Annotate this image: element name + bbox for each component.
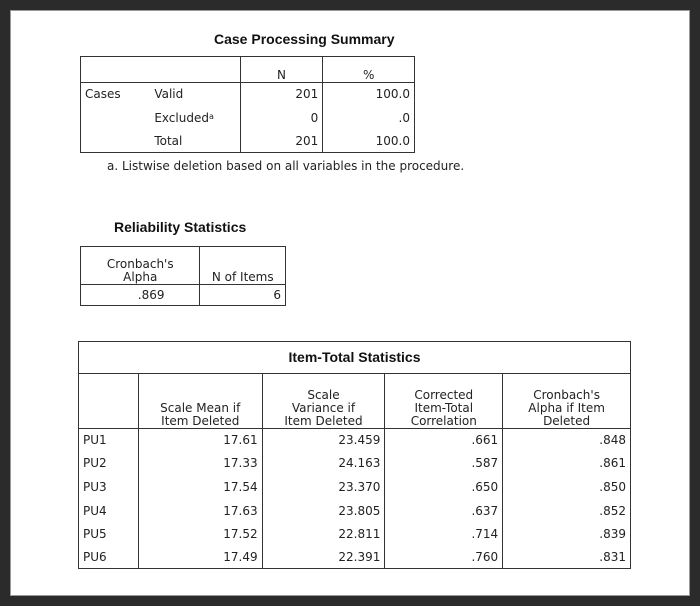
cases-label: Cases	[81, 83, 151, 106]
cell-alpha: .869	[81, 285, 200, 306]
cell-correlation: .587	[385, 452, 503, 476]
cell-n: 201	[240, 83, 323, 106]
row-label: Excluded$^a$	[150, 106, 240, 131]
cell-correlation: .714	[385, 523, 503, 547]
row-label: PU3	[79, 476, 139, 500]
cell-variance: 24.163	[262, 452, 385, 476]
table-row	[79, 429, 631, 452]
table-row	[79, 547, 631, 569]
col-header-n-items: N of Items	[200, 247, 286, 285]
cell-alpha: .839	[503, 523, 631, 547]
table-row	[79, 452, 631, 476]
item-total-title-row	[79, 342, 631, 374]
cell-mean: 17.52	[138, 523, 262, 547]
reliability-header-row	[81, 247, 286, 285]
col-header-pct: %	[323, 57, 415, 83]
row-label: PU5	[79, 523, 139, 547]
row-label: Total	[150, 131, 240, 153]
item-total-table	[78, 341, 631, 569]
col-header-scale-variance: Scale Variance if Item Deleted	[262, 374, 385, 429]
reliability-table	[80, 246, 286, 306]
cell-correlation: .650	[385, 476, 503, 500]
reliability-title: Reliability Statistics	[114, 219, 247, 235]
case-processing-table	[80, 56, 415, 153]
cell-variance: 22.811	[262, 523, 385, 547]
row-label: PU2	[79, 452, 139, 476]
cell-n-items: 6	[200, 285, 286, 306]
case-row-total	[81, 131, 415, 153]
reliability-value-row	[81, 285, 286, 306]
cell-alpha: .861	[503, 452, 631, 476]
col-header-corrected-correlation: Corrected Item-Total Correlation	[385, 374, 503, 429]
cell-mean: 17.61	[138, 429, 262, 452]
cell-mean: 17.49	[138, 547, 262, 569]
cell-pct: 100.0	[323, 83, 415, 106]
case-header-row	[81, 57, 415, 83]
cell-mean: 17.54	[138, 476, 262, 500]
cell-variance: 23.805	[262, 500, 385, 523]
table-row	[79, 500, 631, 523]
cell-mean: 17.63	[138, 500, 262, 523]
cell-n: 201	[240, 131, 323, 153]
col-header-alpha-if-deleted: Cronbach's Alpha if Item Deleted	[503, 374, 631, 429]
footnote-marker: a	[208, 111, 214, 121]
cell-correlation: .637	[385, 500, 503, 523]
cell-n: 0	[240, 106, 323, 131]
cell-variance: 23.459	[262, 429, 385, 452]
cell-alpha: .831	[503, 547, 631, 569]
case-row-excluded	[81, 106, 415, 131]
row-label: PU6	[79, 547, 139, 569]
cell-alpha: .848	[503, 429, 631, 452]
row-label: PU4	[79, 500, 139, 523]
item-total-header-row	[79, 374, 631, 429]
row-label: PU1	[79, 429, 139, 452]
footnote: a. Listwise deletion based on all variables in the procedure.	[107, 159, 465, 173]
cell-mean: 17.33	[138, 452, 262, 476]
cell-alpha: .850	[503, 476, 631, 500]
cell-pct: .0	[323, 106, 415, 131]
case-processing-title: Case Processing Summary	[214, 31, 395, 47]
table-row	[79, 476, 631, 500]
cell-variance: 23.370	[262, 476, 385, 500]
col-header-n: N	[240, 57, 323, 83]
col-header-alpha: Cronbach's Alpha	[81, 247, 200, 285]
table-row	[79, 523, 631, 547]
col-header-scale-mean: Scale Mean if Item Deleted	[138, 374, 262, 429]
cell-correlation: .661	[385, 429, 503, 452]
cell-variance: 22.391	[262, 547, 385, 569]
case-row-valid	[81, 83, 415, 106]
cell-alpha: .852	[503, 500, 631, 523]
cell-correlation: .760	[385, 547, 503, 569]
row-label: Valid	[150, 83, 240, 106]
cell-pct: 100.0	[323, 131, 415, 153]
item-total-title: Item-Total Statistics	[79, 342, 631, 374]
